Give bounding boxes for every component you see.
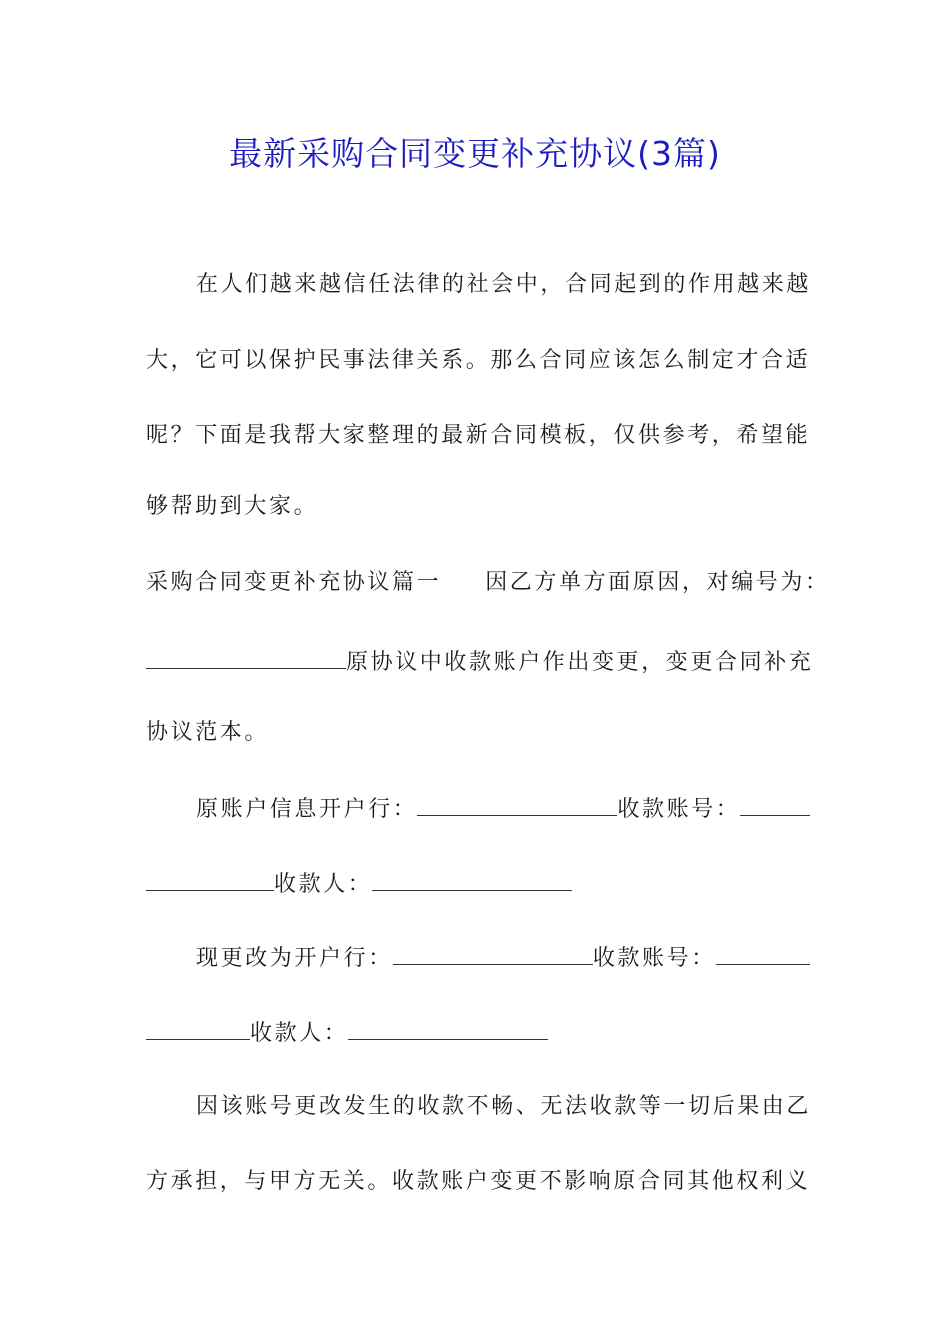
intro-line-3: 呢？下面是我帮大家整理的最新合同模板，仅供参考，希望能 bbox=[146, 423, 811, 448]
new-account-blank-1[interactable] bbox=[716, 942, 810, 965]
original-account-blank-1[interactable] bbox=[740, 793, 810, 816]
closing-line-2: 方承担，与甲方无关。收款账户变更不影响原合同其他权利义 bbox=[146, 1169, 811, 1194]
original-bank-blank[interactable] bbox=[417, 793, 617, 816]
original-account-blank-2[interactable] bbox=[146, 868, 274, 891]
original-account-line bbox=[196, 793, 816, 825]
section-line-3: 协议范本。 bbox=[146, 720, 270, 745]
contract-number-blank[interactable] bbox=[146, 646, 346, 669]
new-payee-blank[interactable] bbox=[348, 1017, 548, 1040]
new-account-blank-2[interactable] bbox=[146, 1017, 250, 1040]
section-line-1-text: 因乙方单方面原因，对编号为： bbox=[485, 570, 830, 595]
new-payee-line bbox=[146, 1017, 816, 1049]
new-bank-label: 现更改为开户行： bbox=[196, 946, 393, 971]
intro-line-4: 够帮助到大家。 bbox=[146, 494, 319, 519]
section-line-2-text: 原协议中收款账户作出变更，变更合同补充 bbox=[346, 650, 814, 675]
new-bank-blank[interactable] bbox=[393, 942, 593, 965]
original-payee-blank[interactable] bbox=[372, 868, 572, 891]
intro-line-1: 在人们越来越信任法律的社会中，合同起到的作用越来越 bbox=[196, 272, 812, 297]
intro-line-2: 大，它可以保护民事法律关系。那么合同应该怎么制定才合适 bbox=[146, 348, 811, 373]
section-heading: 采购合同变更补充协议篇一 bbox=[146, 570, 442, 595]
original-account-label: 收款账号： bbox=[617, 797, 741, 822]
new-payee-label: 收款人： bbox=[250, 1021, 349, 1046]
original-bank-label: 原账户信息开户行： bbox=[196, 797, 418, 822]
original-payee-label: 收款人： bbox=[274, 872, 373, 897]
closing-line-1: 因该账号更改发生的收款不畅、无法收款等一切后果由乙 bbox=[196, 1094, 812, 1119]
section-line-1 bbox=[146, 568, 830, 598]
new-account-line bbox=[196, 942, 816, 974]
section-line-2 bbox=[146, 646, 816, 678]
document-title: 最新采购合同变更补充协议(3篇) bbox=[229, 134, 721, 173]
original-payee-line bbox=[146, 868, 816, 900]
new-account-label: 收款账号： bbox=[592, 946, 716, 971]
